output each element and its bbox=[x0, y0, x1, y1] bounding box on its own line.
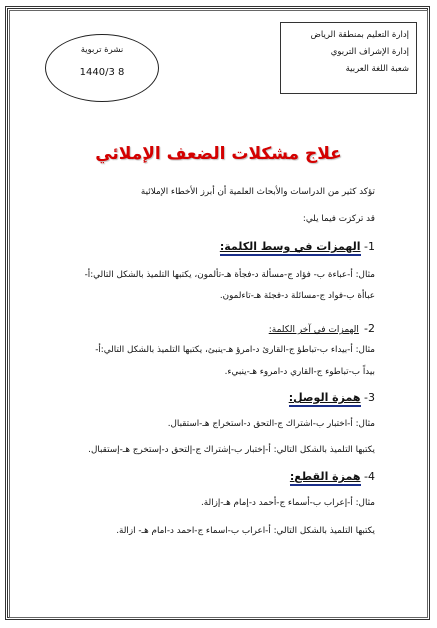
section-2-example-cont: بيداً ب-تباطوء ج-القاري د-امروء هـ-ينبيء. bbox=[224, 367, 375, 377]
section-3-title: همزة الوصل: bbox=[289, 391, 361, 407]
org-line-1: إدارة التعليم بمنطقة الرياض bbox=[310, 30, 409, 40]
org-line-2: إدارة الإشراف التربوي bbox=[330, 47, 409, 57]
intro-text-2: قد تركزت فيما يلي: bbox=[302, 214, 375, 224]
section-3-number: 3- bbox=[364, 391, 375, 404]
section-1-title: الهمزات في وسط الكلمة: bbox=[220, 240, 361, 256]
bulletin-number-date bbox=[46, 67, 158, 78]
organization-header bbox=[280, 22, 417, 94]
section-2-heading bbox=[40, 317, 375, 336]
page-title: علاج مشكلات الضعف الإملائي bbox=[95, 144, 342, 164]
section-2-title: الهمزات في آخر الكلمة: bbox=[268, 325, 359, 335]
bulletin-label: نشرة تربوية bbox=[80, 45, 124, 55]
section-1-example: مثال: أ-عباءة ب- فؤاد ج-مسألة د-فجأة هـ-تألمون، يكتبها التلميذ بالشكل التالي:أ- bbox=[84, 270, 375, 280]
bulletin-number: 8 bbox=[118, 67, 125, 78]
org-line-3: شعبة اللغة العربية bbox=[345, 64, 409, 74]
section-4-title: همزة القطع: bbox=[290, 470, 361, 486]
bulletin-date: 1440/3 bbox=[79, 67, 115, 78]
section-4-heading bbox=[40, 470, 375, 483]
section-3-heading bbox=[40, 391, 375, 404]
section-1-number: 1- bbox=[364, 240, 375, 253]
section-3-example-cont: يكتبها التلميذ بالشكل التالي: أ-إختبار ب-إشتراك ج-إلتحق د-إستخرج هـ-إستقبال. bbox=[88, 445, 375, 455]
section-3-example: مثال: أ-اختبار ب-اشتراك ج-التحق د-استخراج هـ-استقبال. bbox=[167, 419, 375, 429]
section-4-example-cont: يكتبها التلميذ بالشكل التالي: أ-اعراب ب-اسماء ج-احمد د-امام هـ- ازالة. bbox=[116, 526, 375, 536]
section-2-example: مثال: أ-بيداء ب-تباطؤ ج-القارئ د-امرؤ هـ-ينبئ، يكتبها التلميذ بالشكل التالي:أ- bbox=[95, 345, 375, 355]
section-4-number: 4- bbox=[364, 470, 375, 483]
intro-text: تؤكد كثير من الدراسات والأبحاث العلمية أن أبرز الأخطاء الإملائية bbox=[140, 187, 375, 197]
section-1-example-cont: عباأة ب-فواد ج-مسائلة د-فجئة هـ-تاءلمون. bbox=[219, 291, 375, 301]
section-4-example: مثال: أ-إعراب ب-أسماء ج-أحمد د-إمام هـ-إزالة. bbox=[201, 498, 375, 508]
bulletin-badge bbox=[45, 34, 159, 102]
section-1-heading bbox=[40, 240, 375, 253]
section-2-number: 2- bbox=[364, 322, 375, 335]
